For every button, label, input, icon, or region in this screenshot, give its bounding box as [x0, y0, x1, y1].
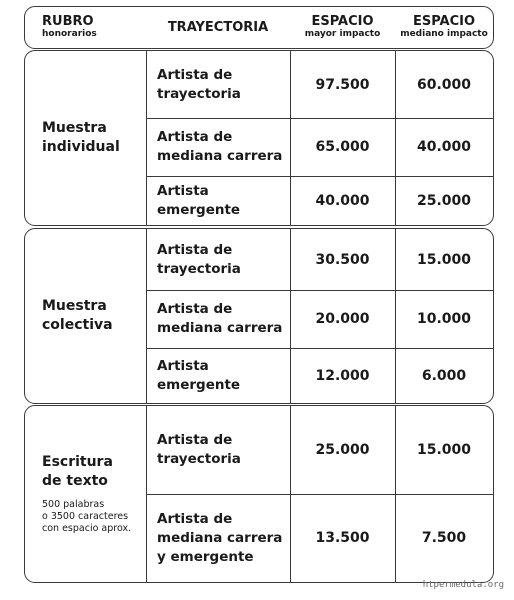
rubro-cell: [25, 229, 146, 403]
trayectoria-cell: [146, 290, 290, 348]
header-trayectoria: [146, 7, 290, 48]
rubro-line: Muestra: [42, 120, 107, 136]
value-mayor: 20.000: [315, 311, 370, 327]
trayectoria-line: mediana carrera: [157, 529, 283, 546]
trayectoria-cell: [146, 176, 290, 225]
trayectoria-line: Artista de: [157, 129, 233, 145]
trayectoria-line: Artista de: [157, 66, 233, 83]
value-mediano: 60.000: [416, 76, 472, 93]
value-mayor: 30.500: [315, 251, 370, 268]
rubro-line: individual: [42, 139, 120, 155]
trayectoria-line: mediana carrera: [157, 320, 283, 336]
group-muestra-colectiva: [24, 228, 494, 404]
trayectoria-line: Artista emergente: [157, 182, 241, 218]
rubro-note-line: con espacio aprox.: [42, 523, 132, 534]
rubro-line: Muestra: [42, 298, 107, 314]
value-mayor: 65.000: [315, 139, 370, 155]
header-espacio-mayor-label: ESPACIO: [311, 14, 374, 29]
value-mayor: 97.500: [315, 76, 370, 93]
trayectoria-line: trayectoria: [157, 260, 241, 277]
value-mediano: 10.000: [416, 311, 472, 327]
header-rubro-label: RUBRO: [42, 14, 94, 29]
trayectoria-line: Artista emergente: [157, 357, 241, 393]
table-header: [24, 6, 494, 49]
trayectoria-cell: [146, 348, 290, 403]
header-espacio-mayor-sublabel: mayor impacto: [304, 29, 381, 39]
value-mayor: 12.000: [315, 367, 370, 384]
rubro-line: colectiva: [42, 317, 113, 333]
value-mayor: 40.000: [315, 192, 370, 209]
header-espacio-mayor: [290, 7, 395, 48]
trayectoria-line: trayectoria: [157, 85, 241, 102]
value-mayor: 13.500: [315, 530, 370, 546]
trayectoria-cell: [146, 229, 290, 290]
rubro-line: de texto: [42, 473, 108, 489]
trayectoria-cell: [146, 494, 290, 582]
rubro-line: Escritura: [42, 454, 113, 470]
trayectoria-line: Artista de: [157, 301, 233, 317]
value-mayor: 25.000: [315, 442, 370, 458]
rubro-note-line: 500 palabras: [42, 499, 105, 510]
trayectoria-line: trayectoria: [157, 451, 241, 467]
header-rubro: [25, 7, 146, 48]
trayectoria-cell: [146, 406, 290, 494]
group-muestra-individual: [24, 50, 494, 226]
rubro-note: [42, 499, 131, 535]
trayectoria-line: mediana carrera: [157, 148, 283, 164]
trayectoria-line: Artista de: [157, 241, 233, 258]
rubro-cell: [25, 51, 146, 225]
watermark: htpermedula.org: [422, 580, 504, 590]
rubro-note-line: o 3500 caracteres: [42, 511, 129, 522]
header-espacio-mediano-label: ESPACIO: [412, 14, 476, 29]
value-mediano: 15.000: [416, 251, 472, 268]
trayectoria-cell: [146, 118, 290, 176]
value-mediano: 7.500: [421, 530, 467, 546]
value-mediano: 40.000: [416, 139, 472, 155]
header-espacio-mediano: [395, 7, 493, 48]
header-trayectoria-label: TRAYECTORIA: [167, 19, 269, 35]
trayectoria-line: Artista de: [157, 432, 233, 448]
rubro-cell: [25, 406, 146, 582]
value-mediano: 25.000: [416, 192, 472, 209]
value-mediano: 15.000: [416, 442, 472, 458]
group-escritura-de-texto: [24, 405, 494, 583]
header-espacio-mediano-sublabel: mediano impacto: [400, 29, 488, 39]
header-rubro-sublabel: honorarios: [42, 29, 97, 39]
trayectoria-line: Artista de: [157, 510, 233, 527]
trayectoria-cell: [146, 51, 290, 118]
trayectoria-line: y emergente: [157, 548, 254, 565]
value-mediano: 6.000: [421, 367, 467, 384]
